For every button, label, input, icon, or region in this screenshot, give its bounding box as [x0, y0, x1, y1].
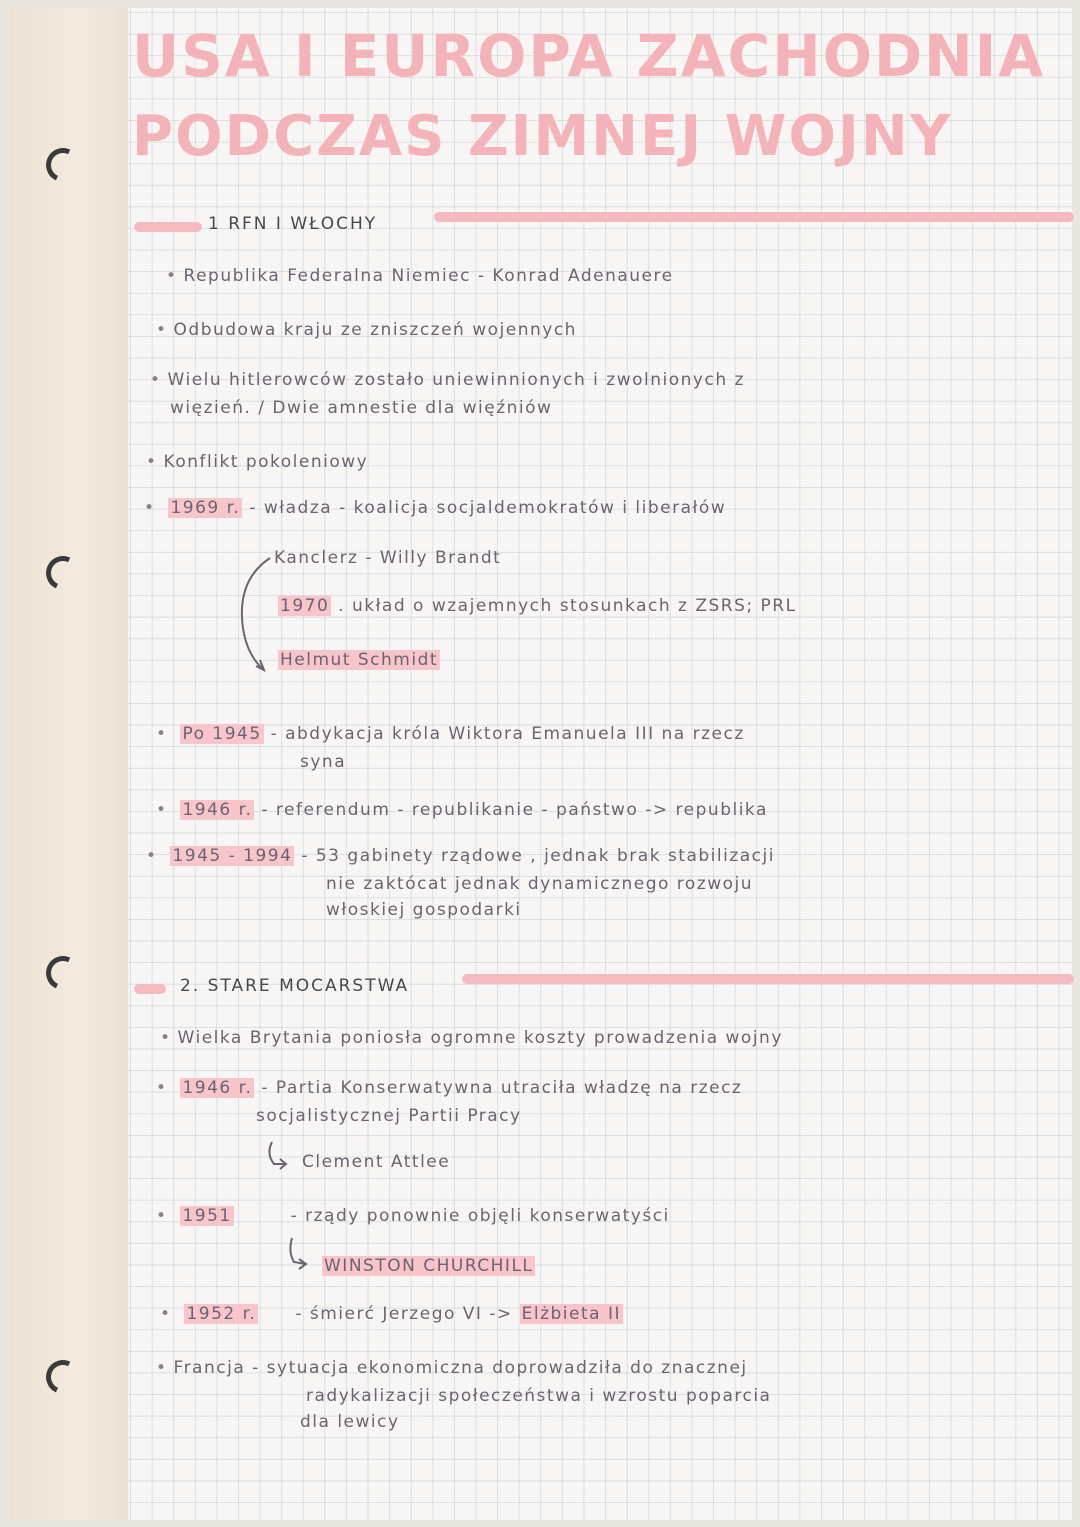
list-item: • Wielka Brytania poniosła ogromne koszty prowadzenia wojny	[160, 1028, 783, 1048]
list-item: • Francja - sytuacja ekonomiczna doprowadziła do znacznej	[156, 1358, 748, 1378]
heading-underline-left	[134, 222, 202, 232]
branch-bracket-icon	[234, 548, 274, 678]
list-item: • Republika Federalna Niemiec - Konrad Adenauere	[166, 266, 674, 286]
list-item: • 1969 r. - władza - koalicja socjaldemokratów i liberałów	[144, 498, 726, 518]
date-highlight: 1952 r.	[186, 1304, 257, 1324]
list-item: • Wielu hitlerowców zostało uniewinnionych i zwolnionych z	[150, 370, 745, 390]
name-highlight: WINSTON CHURCHILL	[324, 1256, 534, 1276]
list-item: • Po 1945 - abdykacja króla Wiktora Emanuela III na rzecz	[156, 724, 745, 744]
list-item: • 1946 r. - Partia Konserwatywna utraciła władzę na rzecz	[156, 1078, 742, 1098]
name-highlight: Helmut Schmidt	[280, 650, 439, 670]
list-item: • 1952 r. - śmierć Jerzego VI -> Elżbieta II	[160, 1304, 623, 1324]
list-item: • 1945 - 1994 - 53 gabinety rządowe , jednak brak stabilizacji	[146, 846, 775, 866]
notebook-page	[10, 8, 1072, 1520]
list-item-continuation: syna	[300, 752, 347, 772]
list-item: • Konflikt pokoleniowy	[146, 452, 368, 472]
date-highlight: 1945 - 1994	[172, 846, 293, 866]
page-margin	[10, 8, 128, 1520]
heading-underline-right	[434, 212, 1074, 222]
section2-heading: 2. STARE MOCARSTWA	[180, 976, 410, 996]
heading-underline-left	[134, 984, 166, 994]
heading-underline-right	[462, 974, 1074, 984]
list-item-continuation: radykalizacji społeczeństwa i wzrostu poparcia	[306, 1386, 772, 1406]
list-item-continuation: włoskiej gospodarki	[326, 900, 522, 920]
list-item: • Odbudowa kraju ze zniszczeń wojennych	[156, 320, 577, 340]
date-highlight: 1969 r.	[170, 498, 241, 518]
list-item-continuation: dla lewicy	[300, 1412, 400, 1432]
list-item-continuation: więzień. / Dwie amnestie dla więźniów	[170, 398, 553, 418]
page-title-line1: USA I EUROPA ZACHODNIA	[132, 22, 1046, 90]
date-highlight: 1946 r.	[182, 1078, 253, 1098]
section1-heading: 1 RFN I WŁOCHY	[208, 214, 378, 234]
kanclerz-brandt: Kanclerz - Willy Brandt	[274, 548, 502, 568]
helmut-schmidt	[278, 650, 440, 670]
winston-churchill	[322, 1256, 535, 1276]
date-highlight: Po 1945	[182, 724, 262, 744]
arrow-icon	[264, 1140, 294, 1174]
date-highlight: 1970	[280, 596, 330, 616]
arrow-icon	[284, 1236, 314, 1272]
list-item-continuation: socjalistycznej Partii Pracy	[256, 1106, 522, 1126]
name-highlight: Elżbieta II	[521, 1304, 621, 1324]
list-item-continuation: nie zaktócat jednak dynamicznego rozwoju	[326, 874, 754, 894]
date-highlight: 1951	[182, 1206, 232, 1226]
list-item: • 1946 r. - referendum - republikanie - państwo -> republika	[156, 800, 768, 820]
event-1970: 1970 . układ o wzajemnych stosunkach z ZSRS; PRL	[280, 596, 797, 616]
page-title-line2: PODCZAS ZIMNEJ WOJNY	[132, 104, 953, 169]
clement-attlee: Clement Attlee	[302, 1152, 451, 1172]
date-highlight: 1946 r.	[182, 800, 253, 820]
list-item: • 1951 - rządy ponownie objęli konserwatyści	[156, 1206, 670, 1226]
